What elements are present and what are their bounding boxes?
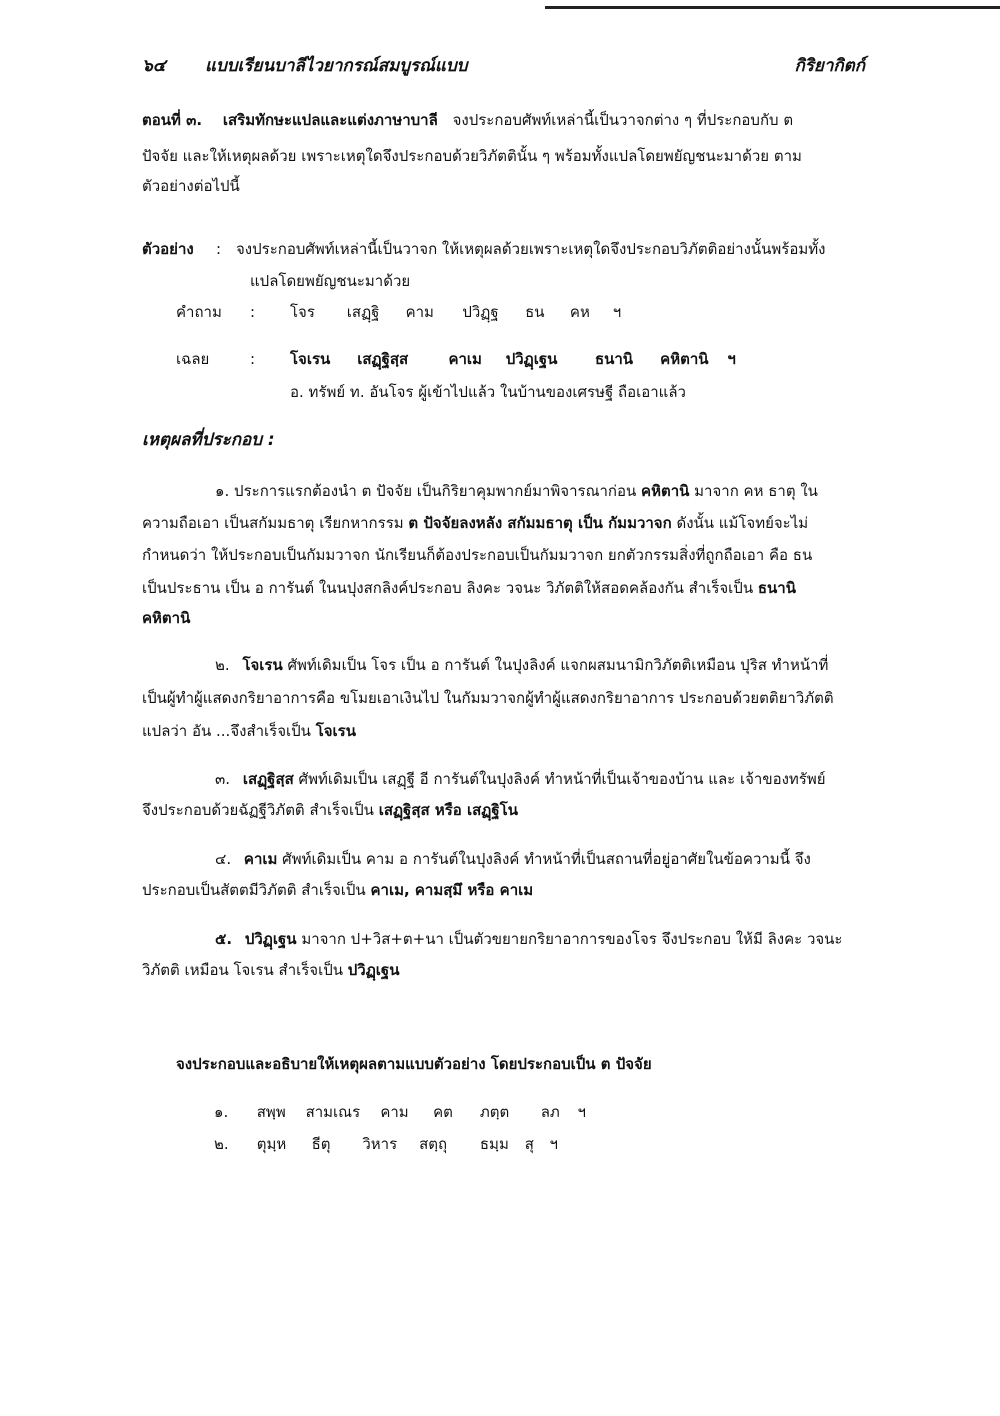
exercise-word: ภตฺต <box>479 1103 510 1121</box>
reason-2-term: โจเรน <box>315 722 356 740</box>
reason-5-term: ปวิฏฺเฐน <box>347 961 400 979</box>
reason-1-line-1 <box>215 481 818 501</box>
question-words <box>290 302 621 322</box>
reason-5-line-1 <box>215 929 843 949</box>
reason-1-text: เป็นประธาน เป็น อ การันต์ ในนปุงสกลิงค์ประกอบ ลิงคะ วจนะ วิภัตติให้สอดคล้องกัน สำเร็จเป็น <box>142 579 754 597</box>
question-word: ฯ <box>612 303 622 321</box>
reason-1-text: มาจาก คห ธาตุ ใน <box>694 482 818 500</box>
reason-1-line-5: คหิตานิ <box>142 609 191 627</box>
reason-1-line-2 <box>142 513 808 533</box>
example-text-1: จงประกอบศัพท์เหล่านี้เป็นวาจก ให้เหตุผลด้วยเพราะเหตุใดจึงประกอบวิภัตติอย่างนั้นพร้อมทั้ง <box>236 240 826 258</box>
answer-words <box>290 349 736 369</box>
reason-4-line-2 <box>142 880 533 900</box>
reason-2-text: ศัพท์เดิมเป็น โจร เป็น อ การันต์ ในปุงลิงค์ แจกผสมนามิกวิภัตติเหมือน ปุริส ทำหน้าที่ <box>287 656 829 674</box>
reason-5-line-2 <box>142 960 399 980</box>
reason-3-term: เสฏฺฐิสฺส หรือ เสฏฺฐิโน <box>378 801 518 819</box>
reason-1-text: ๑. ประการแรกต้องนำ ต ปัจจัย เป็นกิริยาคุมพากย์มาพิจารณาก่อน <box>215 482 637 500</box>
question-word: โจร <box>290 303 315 321</box>
reason-1-text: ดังนั้น แม้โจทย์จะไม่ <box>676 514 809 532</box>
section-text-2: ปัจจัย และให้เหตุผลด้วย เพราะเหตุใดจึงประกอบด้วยวิภัตตินั้น ๆ พร้อมทั้งแปลโดยพยัญชนะมาด้วย ตาม <box>142 147 802 165</box>
reason-5-term: ปวิฏฺเฐน <box>244 930 297 948</box>
reason-3-number: ๓. <box>215 770 231 788</box>
reason-3-text: ศัพท์เดิมเป็น เสฏฺฐี อี การันต์ในปุงลิงค์ ทำหน้าที่เป็นเจ้าของบ้าน และ เจ้าของทรัพย์ <box>298 770 826 788</box>
exercise-word: สตฺถุ <box>419 1135 448 1153</box>
reason-4-text: ประกอบเป็นสัตตมีวิภัตติ สำเร็จเป็น <box>142 881 366 899</box>
exercise-word: คต <box>433 1103 453 1121</box>
exercise-word: คาม <box>380 1103 409 1121</box>
exercise-word: ฯ <box>577 1103 586 1121</box>
exercise-word: ธมฺม <box>479 1135 509 1153</box>
example-colon: : <box>216 240 222 258</box>
reason-2-term: โจเรน <box>242 656 283 674</box>
question-word: ธน <box>525 303 545 321</box>
reason-5-text: วิภัตติ เหมือน โจเรน สำเร็จเป็น <box>142 961 343 979</box>
exercise-word: ฯ <box>549 1135 558 1153</box>
section-text-1: จงประกอบศัพท์เหล่านี้เป็นวาจกต่าง ๆ ที่ประกอบกับ ต <box>452 111 794 129</box>
exercise-word: สุ <box>524 1135 534 1153</box>
reason-4-term: คาเม, คามสฺมึ หรือ คาเม <box>370 881 534 899</box>
reasons-heading: เหตุผลที่ประกอบ : <box>142 430 275 450</box>
section-label: ตอนที่ ๓. <box>142 111 203 129</box>
exercise-word: สพฺพ <box>256 1103 286 1121</box>
answer-colon: : <box>250 350 256 368</box>
reason-2-line-1 <box>215 655 828 675</box>
reason-1-text: ความถือเอา เป็นสกัมมธาตุ เรียกหากรรม <box>142 514 404 532</box>
reason-2-number: ๒. <box>215 656 230 674</box>
exercise-item-2 <box>214 1134 558 1154</box>
answer-word: คาเม <box>448 350 482 368</box>
reason-4-number: ๔. <box>215 850 232 868</box>
exercise-word: ลภ <box>540 1103 560 1121</box>
reason-1-line-4 <box>142 578 796 598</box>
answer-word: ฯ <box>727 350 736 368</box>
reason-3-line-1 <box>215 769 826 789</box>
question-label: คำถาม <box>176 303 222 321</box>
reason-4-line-1 <box>215 849 811 869</box>
answer-word: เสฏฺฐิสฺส <box>357 350 409 368</box>
example-text-2: แปลโดยพยัญชนะมาด้วย <box>250 272 411 290</box>
reason-1-term: ต ปัจจัยลงหลัง สกัมมธาตุ เป็น กัมมวาจก <box>408 514 672 532</box>
exercise-item-number: ๑. <box>214 1103 229 1121</box>
reason-1-term: ธนานิ <box>757 579 796 597</box>
reason-2-line-3 <box>142 721 356 741</box>
reason-5-number: ๕. <box>215 930 233 948</box>
book-title: แบบเรียนบาลีไวยากรณ์สมบูรณ์แบบ <box>205 56 468 76</box>
reason-2-line-2: เป็นผู้ทำผู้แสดงกริยาอาการคือ ขโมยเอาเงินไป ในกัมมวาจกผู้ทำผู้แสดงกริยาอาการ ประกอบด้วยตติยาวิภัตติ <box>142 689 834 707</box>
reason-3-line-2 <box>142 800 518 820</box>
answer-word: ธนานิ <box>594 350 634 368</box>
exercise-word: ตุมฺห <box>256 1135 287 1153</box>
question-word: คาม <box>405 303 434 321</box>
page-number: ๖๔ <box>142 56 166 76</box>
answer-word: ปวิฏฺเฐน <box>505 350 558 368</box>
chapter-title: กิริยากิตก์ <box>794 56 865 76</box>
reason-3-term: เสฏฺฐิสฺส <box>242 770 294 788</box>
reason-1-line-3: กำหนดว่า ให้ประกอบเป็นกัมมวาจก นักเรียนก็ต้องประกอบเป็นกัมมวาจก ยกตัวกรรมสิ่งที่ถูกถือเอา คือ ธน <box>142 546 813 564</box>
question-colon: : <box>250 303 256 321</box>
reason-4-text: ศัพท์เดิมเป็น คาม อ การันต์ในปุงลิงค์ ทำหน้าที่เป็นสถานที่อยู่อาศัยในข้อความนี้ จึง <box>282 850 811 868</box>
reason-5-text: มาจาก ป+วิส+ต+นา เป็นตัวขยายกริยาอาการของโจร จึงประกอบ ให้มี ลิงคะ วจนะ <box>301 930 843 948</box>
answer-translation: อ. ทรัพย์ ท. อันโจร ผู้เข้าไปแล้ว ในบ้านของเศรษฐี ถือเอาแล้ว <box>290 383 686 401</box>
answer-label: เฉลย <box>176 350 210 368</box>
reason-3-text: จึงประกอบด้วยฉัฏฐีวิภัตติ สำเร็จเป็น <box>142 801 374 819</box>
answer-word: โจเรน <box>290 350 331 368</box>
question-word: คห <box>569 303 590 321</box>
reason-4-term: คาเม <box>243 850 278 868</box>
question-word: เสฏฺฐิ <box>346 303 380 321</box>
example-label: ตัวอย่าง <box>142 240 194 258</box>
question-word: ปวิฏฺฐ <box>462 303 499 321</box>
answer-word: คหิตานิ <box>660 350 709 368</box>
exercise-word: สามเณร <box>305 1103 361 1121</box>
section-title: เสริมทักษะแปลและแต่งภาษาบาลี <box>222 111 438 129</box>
exercise-word: วิหาร <box>362 1135 398 1153</box>
exercise-item-1 <box>214 1102 586 1122</box>
reason-2-text: แปลว่า อัน ...จึงสำเร็จเป็น <box>142 722 311 740</box>
exercise-word: ธีตุ <box>311 1135 331 1153</box>
reason-1-term: คหิตานิ <box>641 482 690 500</box>
exercise-heading: จงประกอบและอธิบายให้เหตุผลตามแบบตัวอย่าง โดยประกอบเป็น ต ปัจจัย <box>176 1055 652 1073</box>
section-text-3: ตัวอย่างต่อไปนี้ <box>142 177 240 195</box>
section-line-1 <box>142 110 793 130</box>
top-edge-line <box>545 6 1000 9</box>
exercise-item-number: ๒. <box>214 1135 229 1153</box>
